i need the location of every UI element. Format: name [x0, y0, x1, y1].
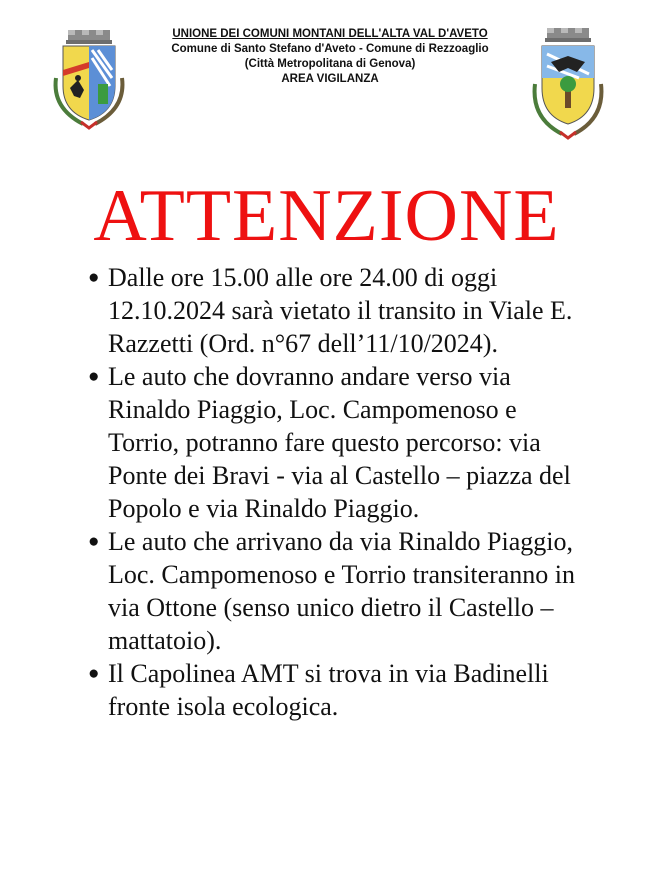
- department-line: AREA VIGILANZA: [281, 73, 379, 85]
- notice-item-text: Dalle ore 15.00 alle ore 24.00 di oggi 12.10.2024 sarà vietato il transito in Viale E. Razzetti (Ord. n°67 dell’11/10/2024).: [108, 263, 573, 358]
- notice-item: [88, 261, 578, 360]
- notice-item-text: Le auto che arrivano da via Rinaldo Piaggio, Loc. Campomenoso e Torrio transiteranno in via Ottone (senso unico dietro il Castello – mattatoio).: [108, 527, 576, 655]
- rezzoaglio-crest-icon: [527, 26, 609, 144]
- notice-item-text: Il Capolinea AMT si trova in via Badinelli fronte isola ecologica.: [108, 659, 549, 721]
- notice-item-text: Le auto che dovranno andare verso via Rinaldo Piaggio, Loc. Campomenoso e Torrio, potranno fare questo percorso: via Ponte dei Bravi - via al Castello – piazza del Popolo e via Rinaldo Piaggio.: [108, 362, 571, 523]
- santo-stefano-crest-icon: [48, 28, 130, 132]
- union-name: UNIONE DEI COMUNI MONTANI DELL'ALTA VAL D'AVETO: [172, 28, 488, 40]
- bullet-icon: ●: [88, 366, 100, 387]
- notice-item: [88, 360, 578, 525]
- metropolitan-city-line: (Città Metropolitana di Genova): [244, 58, 416, 70]
- municipalities-line: Comune di Santo Stefano d'Aveto - Comune di Rezzoaglio: [171, 43, 489, 55]
- letterhead: [130, 27, 530, 87]
- notice-item: [88, 657, 578, 723]
- notice-item: [88, 525, 578, 657]
- notice-list: [88, 261, 578, 723]
- notice-title: ATTENZIONE: [93, 175, 560, 257]
- bullet-icon: ●: [88, 663, 100, 684]
- bullet-icon: ●: [88, 531, 100, 552]
- bullet-icon: ●: [88, 267, 100, 288]
